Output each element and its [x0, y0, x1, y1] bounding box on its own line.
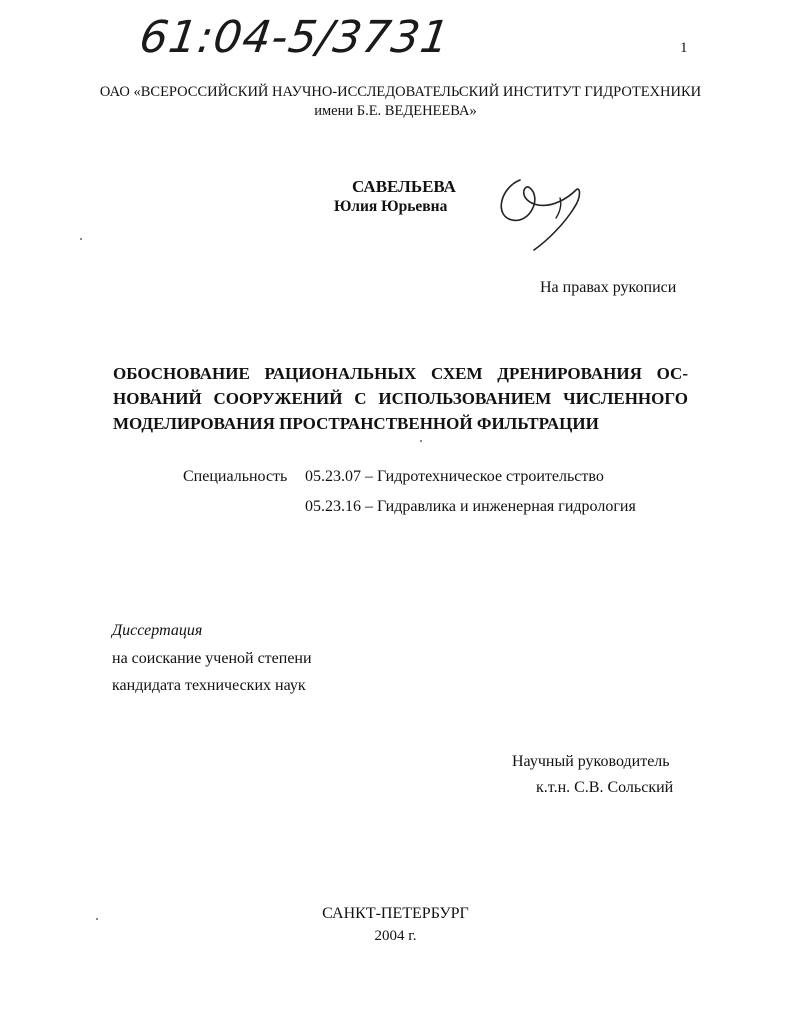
title-line3: МОДЕЛИРОВАНИЯ ПРОСТРАНСТВЕННОЙ ФИЛЬТРАЦИИ: [113, 414, 599, 433]
year: 2004 г.: [374, 928, 417, 944]
city: САНКТ-ПЕТЕРБУРГ: [322, 905, 469, 922]
scan-speck: [96, 918, 98, 920]
author-surname: САВЕЛЬЕВА: [352, 177, 456, 196]
institute-name-line1: ОАО «ВСЕРОССИЙСКИЙ НАУЧНО-ИССЛЕДОВАТЕЛЬСКИЙ ИНСТИТУТ ГИДРОТЕХНИКИ: [99, 84, 702, 100]
advisor-label: Научный руководитель: [512, 753, 670, 770]
specialty-label: Специальность: [183, 468, 288, 485]
signature-icon: [490, 168, 600, 258]
dissertation-heading: Диссертация: [112, 622, 203, 639]
handwritten-archive-code: 61:04-5/3731: [136, 12, 454, 63]
author-name: Юлия Юрьевна: [334, 198, 448, 215]
institute-name: [0, 83, 791, 121]
scan-speck: [80, 238, 82, 240]
advisor-name: к.т.н. С.В. Сольский: [536, 779, 674, 796]
specialty-item: 05.23.07 – Гидротехническое строительство: [305, 468, 604, 485]
dissertation-title: [113, 361, 688, 436]
scan-speck: [420, 440, 422, 442]
institute-name-line2: имени Б.Е. ВЕДЕНЕЕВА»: [314, 103, 477, 119]
title-line1: ОБОСНОВАНИЕ РАЦИОНАЛЬНЫХ СХЕМ ДРЕНИРОВАНИЯ ОС-: [113, 364, 688, 383]
specialty-item: 05.23.16 – Гидравлика и инженерная гидрология: [305, 498, 636, 515]
title-line2: НОВАНИЙ СООРУЖЕНИЙ С ИСПОЛЬЗОВАНИЕМ ЧИСЛЕННОГО: [113, 389, 688, 408]
manuscript-note: На правах рукописи: [540, 279, 677, 296]
dissertation-degree-line1: на соискание ученой степени: [112, 650, 312, 667]
dissertation-degree-line2: кандидата технических наук: [112, 677, 306, 694]
page-number: 1: [680, 40, 688, 56]
